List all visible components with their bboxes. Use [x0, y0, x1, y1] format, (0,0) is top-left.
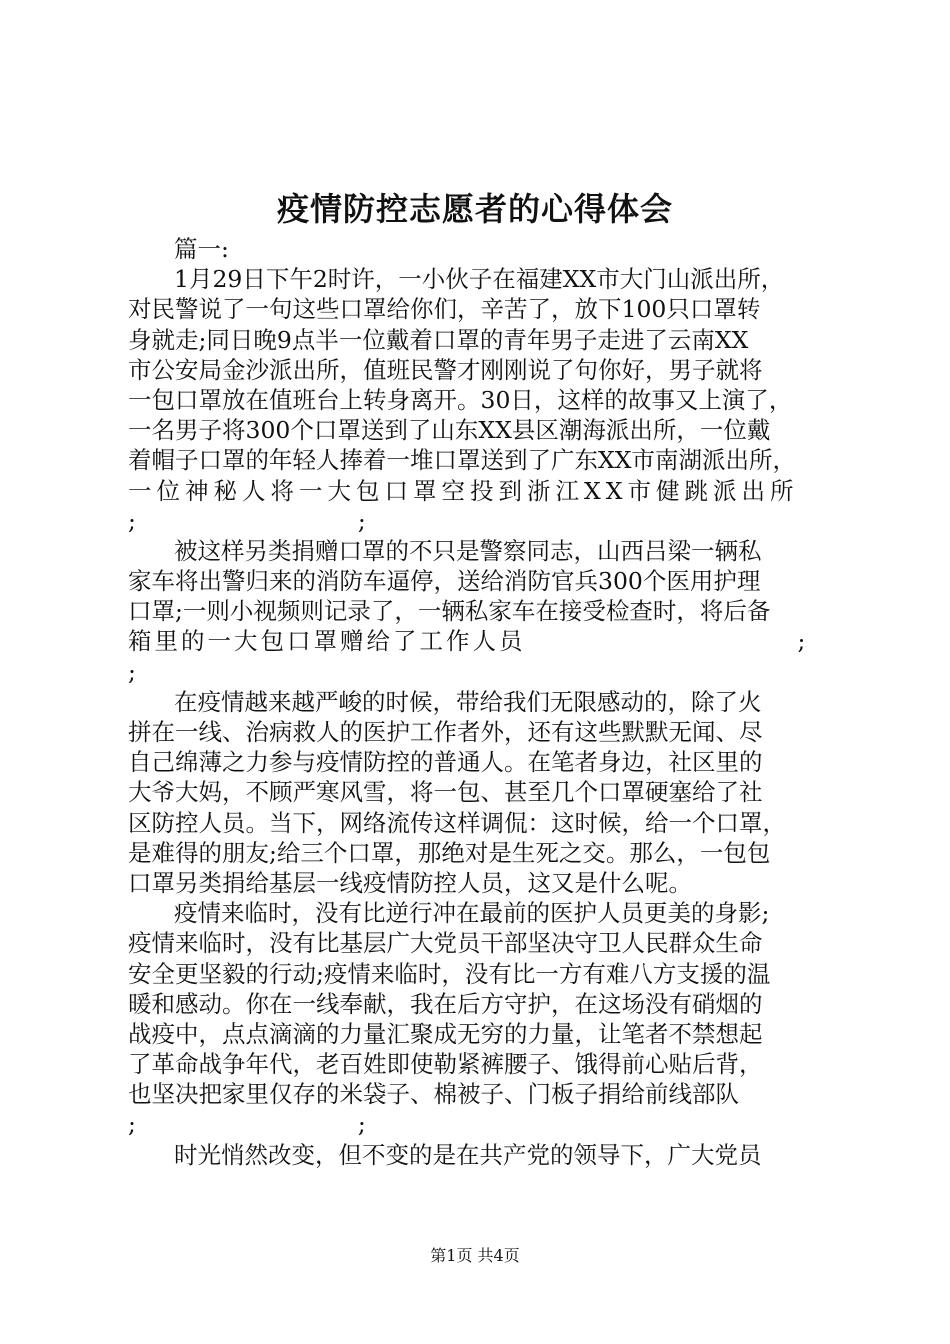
- semicolon: ;: [128, 1110, 136, 1139]
- semicolon: ;: [357, 1110, 366, 1139]
- text-line: 也坚决把家里仅存的米袋子、棉被子、门板子捐给前线部队: [128, 1080, 739, 1109]
- text-line: 口罩;一则小视频则记录了，一辆私家车在接受检查时，将后备: [128, 597, 771, 626]
- text-line: 安全更坚毅的行动;疫情来临时，没有比一方有难八方支援的温: [128, 959, 771, 988]
- text-line: 了革命战争年代，老百姓即使勒紧裤腰子、饿得前心贴后背，: [128, 1050, 763, 1079]
- text-line: 区防控人员。当下，网络流传这样调侃：这时候，给一个口罩，: [128, 808, 786, 837]
- text-line: 1月29日下午2时许，一小伙子在福建XX市大门山派出所，: [174, 265, 785, 294]
- text-line: [128, 1109, 832, 1139]
- text-line: 着帽子口罩的年轻人捧着一堆口罩送到了广东XX市南湖派出所，: [128, 446, 796, 475]
- text-line: 自己绵薄之力参与疫情防控的普通人。在笔者身边，社区里的: [128, 748, 763, 777]
- text-segment: 箱里的一大包口罩赠给了工作人员: [128, 627, 526, 656]
- text-line: 疫情来临时，没有比基层广大党员干部坚决守卫人民群众生命: [128, 929, 763, 958]
- text-line: 时光悄然改变，但不变的是在共产党的领导下，广大党员: [174, 1140, 762, 1169]
- text-line: 一名男子将300个口罩送到了山东XX县区潮海派出所，一位戴: [128, 416, 771, 445]
- document-body: [128, 234, 832, 1170]
- text-line: 战疫中，点点滴滴的力量汇聚成无穷的力量，让笔者不禁想起: [128, 1019, 763, 1048]
- text-line: 一位神秘人将一大包口罩空投到浙江XX市健跳派出所: [128, 476, 799, 505]
- text-line: [128, 506, 832, 536]
- text-line: 大爷大妈，不顾严寒风雪，将一包、甚至几个口罩硬塞给了社: [128, 778, 763, 807]
- semicolon: ;: [128, 506, 136, 535]
- text-line: 市公安局金沙派出所，值班民警才刚刚说了句你好，男子就将: [128, 355, 763, 384]
- text-line: 一包口罩放在值班台上转身离开。30日，这样的故事又上演了，: [128, 385, 793, 414]
- text-line: [128, 626, 832, 656]
- text-line: 家车将出警归来的消防车逼停，送给消防官兵300个医用护理: [128, 567, 761, 596]
- text-line: 暖和感动。你在一线奉献，我在后方守护，在这场没有硝烟的: [128, 989, 763, 1018]
- text-line: 疫情来临时，没有比逆行冲在最前的医护人员更美的身影;: [174, 899, 770, 928]
- text-line: 是难得的朋友;给三个口罩，那绝对是生死之交。那么，一包包: [128, 838, 771, 867]
- semicolon: ;: [357, 506, 366, 535]
- text-line: 在疫情越来越严峻的时候，带给我们无限感动的，除了火: [174, 687, 762, 716]
- text-line: 拼在一线、治病救人的医护工作者外，还有这些默默无闻、尽: [128, 718, 763, 746]
- text-line: 身就走;同日晚9点半一位戴着口罩的青年男子走进了云南XX: [128, 325, 749, 354]
- semicolon: ;: [128, 657, 136, 686]
- semicolon: ;: [797, 627, 806, 656]
- page-footer: 第1页 共4页: [430, 1246, 520, 1265]
- document-title: 疫情防控志愿者的心得体会: [276, 190, 673, 228]
- text-line: 对民警说了一句这些口罩给你们，辛苦了，放下100只口罩转: [128, 295, 761, 324]
- section-heading: 篇一:: [174, 235, 229, 263]
- text-line: 口罩另类捐给基层一线疫情防控人员，这又是什么呢。: [128, 868, 692, 897]
- text-line: 被这样另类捐赠口罩的不只是警察同志，山西吕梁一辆私: [174, 536, 762, 565]
